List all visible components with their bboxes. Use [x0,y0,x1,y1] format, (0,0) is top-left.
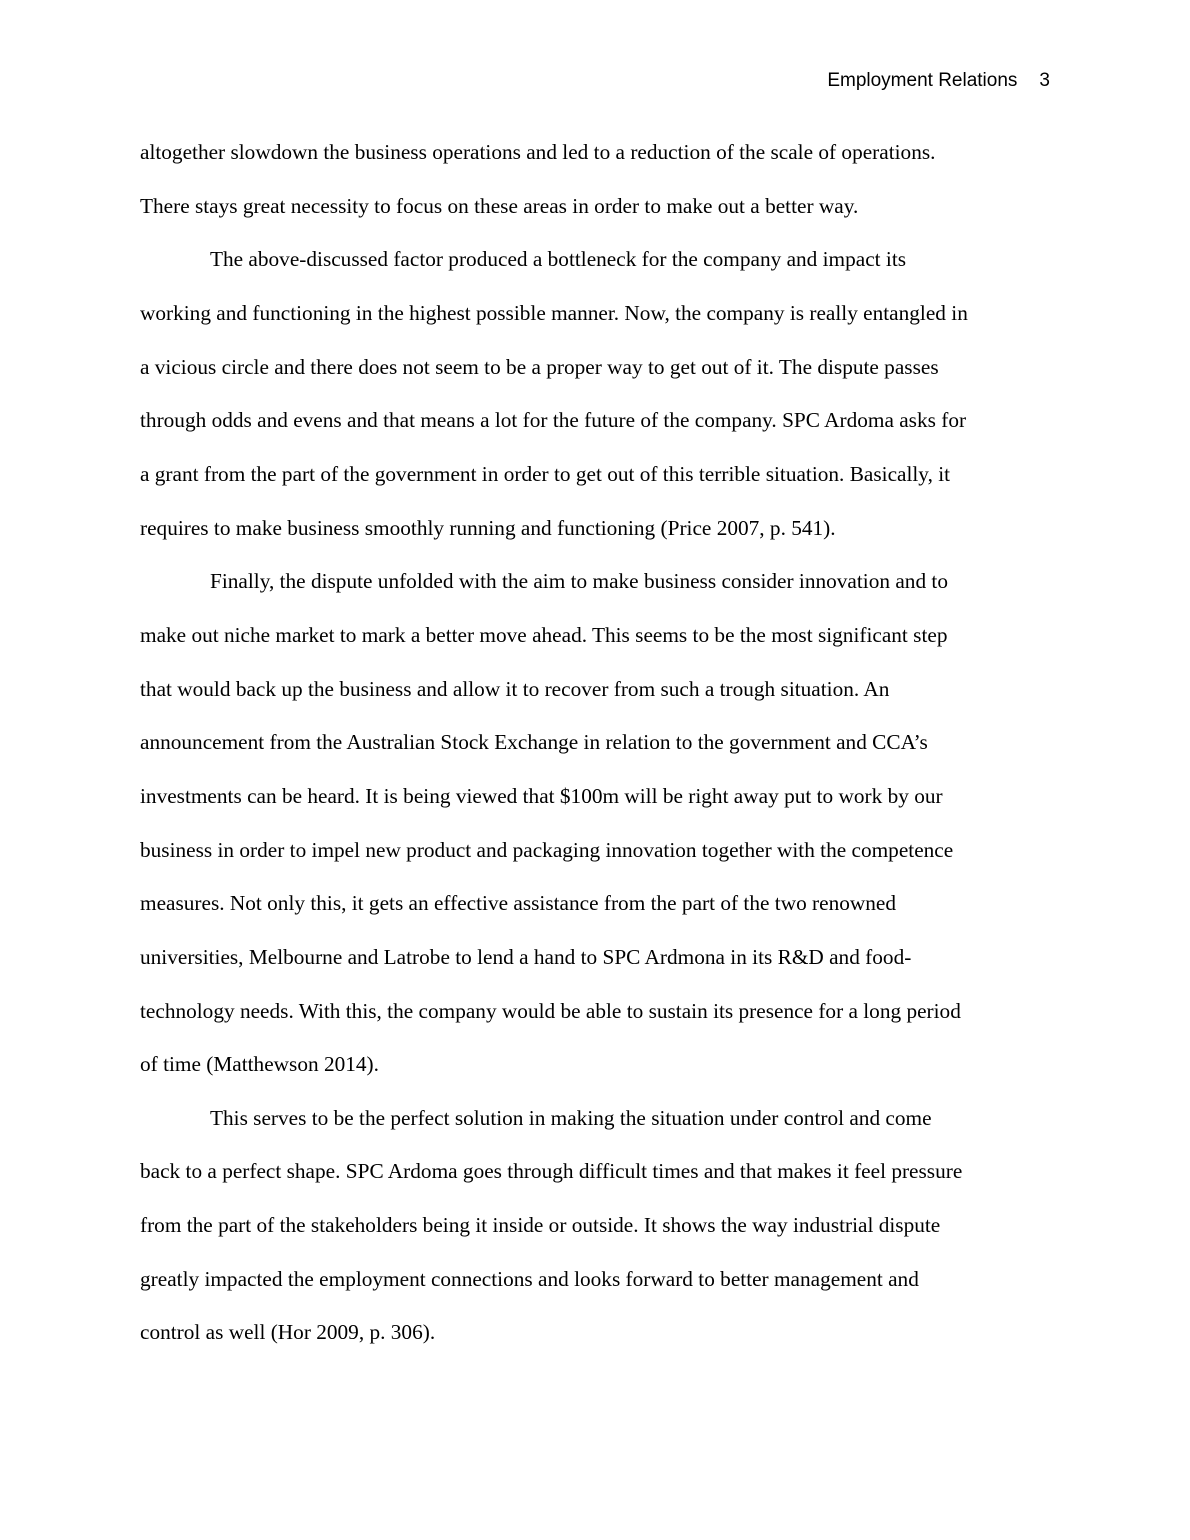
paragraph [140,126,1060,233]
page-number: 3 [1039,70,1050,91]
text-line: This serves to be the perfect solution in making the situation under control and come [210,1105,932,1130]
text-line: make out niche market to mark a better move ahead. This seems to be the most significant step [140,622,948,647]
text-line: of time (Matthewson 2014). [140,1052,379,1077]
text-line: altogether slowdown the business operations and led to a reduction of the scale of operations. [140,140,936,164]
paragraph [140,233,1060,555]
text-line: working and functioning in the highest possible manner. Now, the company is really entangled in [140,300,968,325]
text-line: a grant from the part of the government in order to get out of this terrible situation. Basically, it [140,461,951,486]
page-header [827,70,1050,92]
text-line: announcement from the Australian Stock Exchange in relation to the government and CCA’s [140,730,928,755]
text-line: business in order to impel new product and packaging innovation together with the competence [140,837,954,862]
text-line: greatly impacted the employment connections and looks forward to better management and [140,1266,919,1291]
text-line: The above-discussed factor produced a bottleneck for the company and impact its [210,247,907,272]
text-line: Finally, the dispute unfolded with the aim to make business consider innovation and to [210,569,948,594]
running-head-title: Employment Relations [827,70,1018,91]
text-line: control as well (Hor 2009, p. 306). [140,1320,436,1345]
paragraph [140,555,1060,1092]
text-line: back to a perfect shape. SPC Ardoma goes through difficult times and that makes it feel pressure [140,1159,963,1184]
document-body [140,126,1060,1360]
text-line: requires to make business smoothly running and functioning (Price 2007, p. 541). [140,515,836,540]
text-line: technology needs. With this, the company would be able to sustain its presence for a long period [140,998,961,1023]
text-line: There stays great necessity to focus on these areas in order to make out a better way. [140,193,859,218]
text-line: that would back up the business and allow it to recover from such a trough situation. An [140,676,890,701]
paragraph [140,1092,1060,1360]
text-line: a vicious circle and there does not seem to be a proper way to get out of it. The dispute passes [140,354,939,379]
text-line: investments can be heard. It is being viewed that $100m will be right away put to work by our [140,783,943,808]
text-line: universities, Melbourne and Latrobe to lend a hand to SPC Ardmona in its R&D and food- [140,944,912,969]
text-line: measures. Not only this, it gets an effective assistance from the part of the two renowned [140,891,897,916]
text-line: through odds and evens and that means a lot for the future of the company. SPC Ardoma asks for [140,408,967,433]
text-line: from the part of the stakeholders being it inside or outside. It shows the way industrial dispute [140,1213,941,1238]
